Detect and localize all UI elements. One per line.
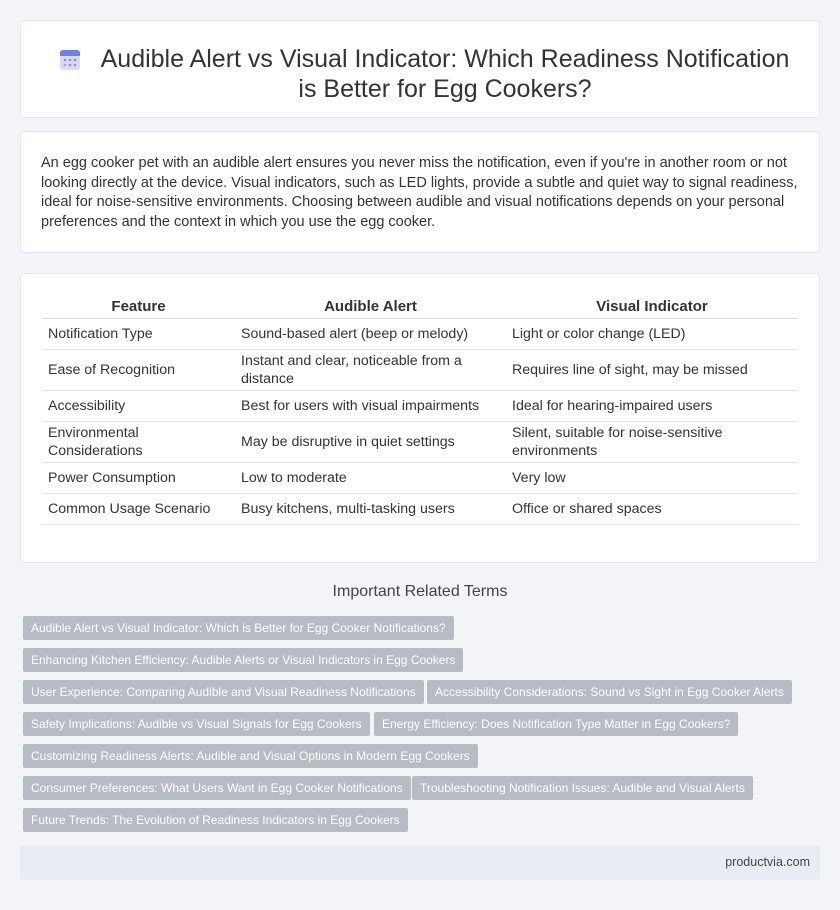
related-terms-title: Important Related Terms	[332, 583, 508, 600]
table-cell: Very low	[506, 462, 798, 493]
related-tag[interactable]: User Experience: Comparing Audible and Visual Readiness Notifications	[23, 680, 424, 704]
header-card	[20, 20, 820, 118]
related-tag[interactable]: Audible Alert vs Visual Indicator: Which is Better for Egg Cooker Notifications?	[23, 616, 454, 640]
related-tag[interactable]: Troubleshooting Notification Issues: Audible and Visual Alerts	[412, 776, 753, 800]
comparison-table	[42, 296, 798, 525]
related-tag[interactable]: Energy Efficiency: Does Notification Type Matter in Egg Cookers?	[374, 712, 738, 736]
header-visual-indicator: Visual Indicator	[506, 296, 798, 318]
related-tag[interactable]: Future Trends: The Evolution of Readiness Indicators in Egg Cookers	[23, 808, 408, 832]
table-cell: Requires line of sight, may be missed	[506, 349, 798, 390]
table-cell: Sound-based alert (beep or melody)	[235, 318, 506, 349]
table-header-row	[42, 296, 798, 318]
related-tag[interactable]: Safety Implications: Audible vs Visual Signals for Egg Cookers	[23, 712, 370, 736]
table-cell: Power Consumption	[42, 462, 235, 493]
table-cell: Ideal for hearing-impaired users	[506, 390, 798, 421]
table-cell: Environmental Considerations	[42, 421, 235, 462]
table-cell: Light or color change (LED)	[506, 318, 798, 349]
related-tag[interactable]: Enhancing Kitchen Efficiency: Audible Alerts or Visual Indicators in Egg Cookers	[23, 648, 463, 672]
page-title: Audible Alert vs Visual Indicator: Which Readiness Notification is Better for Egg Cookers?	[100, 45, 790, 103]
table-cell: Instant and clear, noticeable from a distance	[235, 349, 506, 390]
table-cell: May be disruptive in quiet settings	[235, 421, 506, 462]
table-cell: Silent, suitable for noise-sensitive environments	[506, 421, 798, 462]
footer	[20, 846, 820, 880]
table-cell: Office or shared spaces	[506, 493, 798, 524]
intro-card	[20, 131, 820, 253]
calendar-icon	[59, 47, 81, 71]
header-audible-alert: Audible Alert	[235, 296, 506, 318]
table-cell: Busy kitchens, multi-tasking users	[235, 493, 506, 524]
table-row	[42, 390, 798, 421]
related-tag[interactable]: Customizing Readiness Alerts: Audible and Visual Options in Modern Egg Cookers	[23, 744, 478, 768]
table-cell: Low to moderate	[235, 462, 506, 493]
comparison-table-card	[20, 273, 820, 563]
table-row	[42, 349, 798, 390]
table-row	[42, 493, 798, 524]
table-row	[42, 318, 798, 349]
table-cell: Best for users with visual impairments	[235, 390, 506, 421]
footer-site-link[interactable]: productvia.com	[725, 855, 810, 869]
intro-paragraph: An egg cooker pet with an audible alert ensures you never miss the notification, even if you're in another room or not looking directly at the device. Visual indicators, such as LED lights, provide a subtle and quiet way to signal readiness, ideal for noise-sensitive environments. Choosing between audible and visual notifications depends on your personal preferences and the context in which you use the egg cooker.	[41, 155, 798, 230]
table-cell: Notification Type	[42, 318, 235, 349]
table-row	[42, 462, 798, 493]
related-tag[interactable]: Consumer Preferences: What Users Want in Egg Cooker Notifications	[23, 776, 411, 800]
table-cell: Ease of Recognition	[42, 349, 235, 390]
table-cell: Common Usage Scenario	[42, 493, 235, 524]
related-tag[interactable]: Accessibility Considerations: Sound vs Sight in Egg Cooker Alerts	[427, 680, 792, 704]
header-feature: Feature	[42, 296, 235, 318]
table-row	[42, 421, 798, 462]
table-cell: Accessibility	[42, 390, 235, 421]
